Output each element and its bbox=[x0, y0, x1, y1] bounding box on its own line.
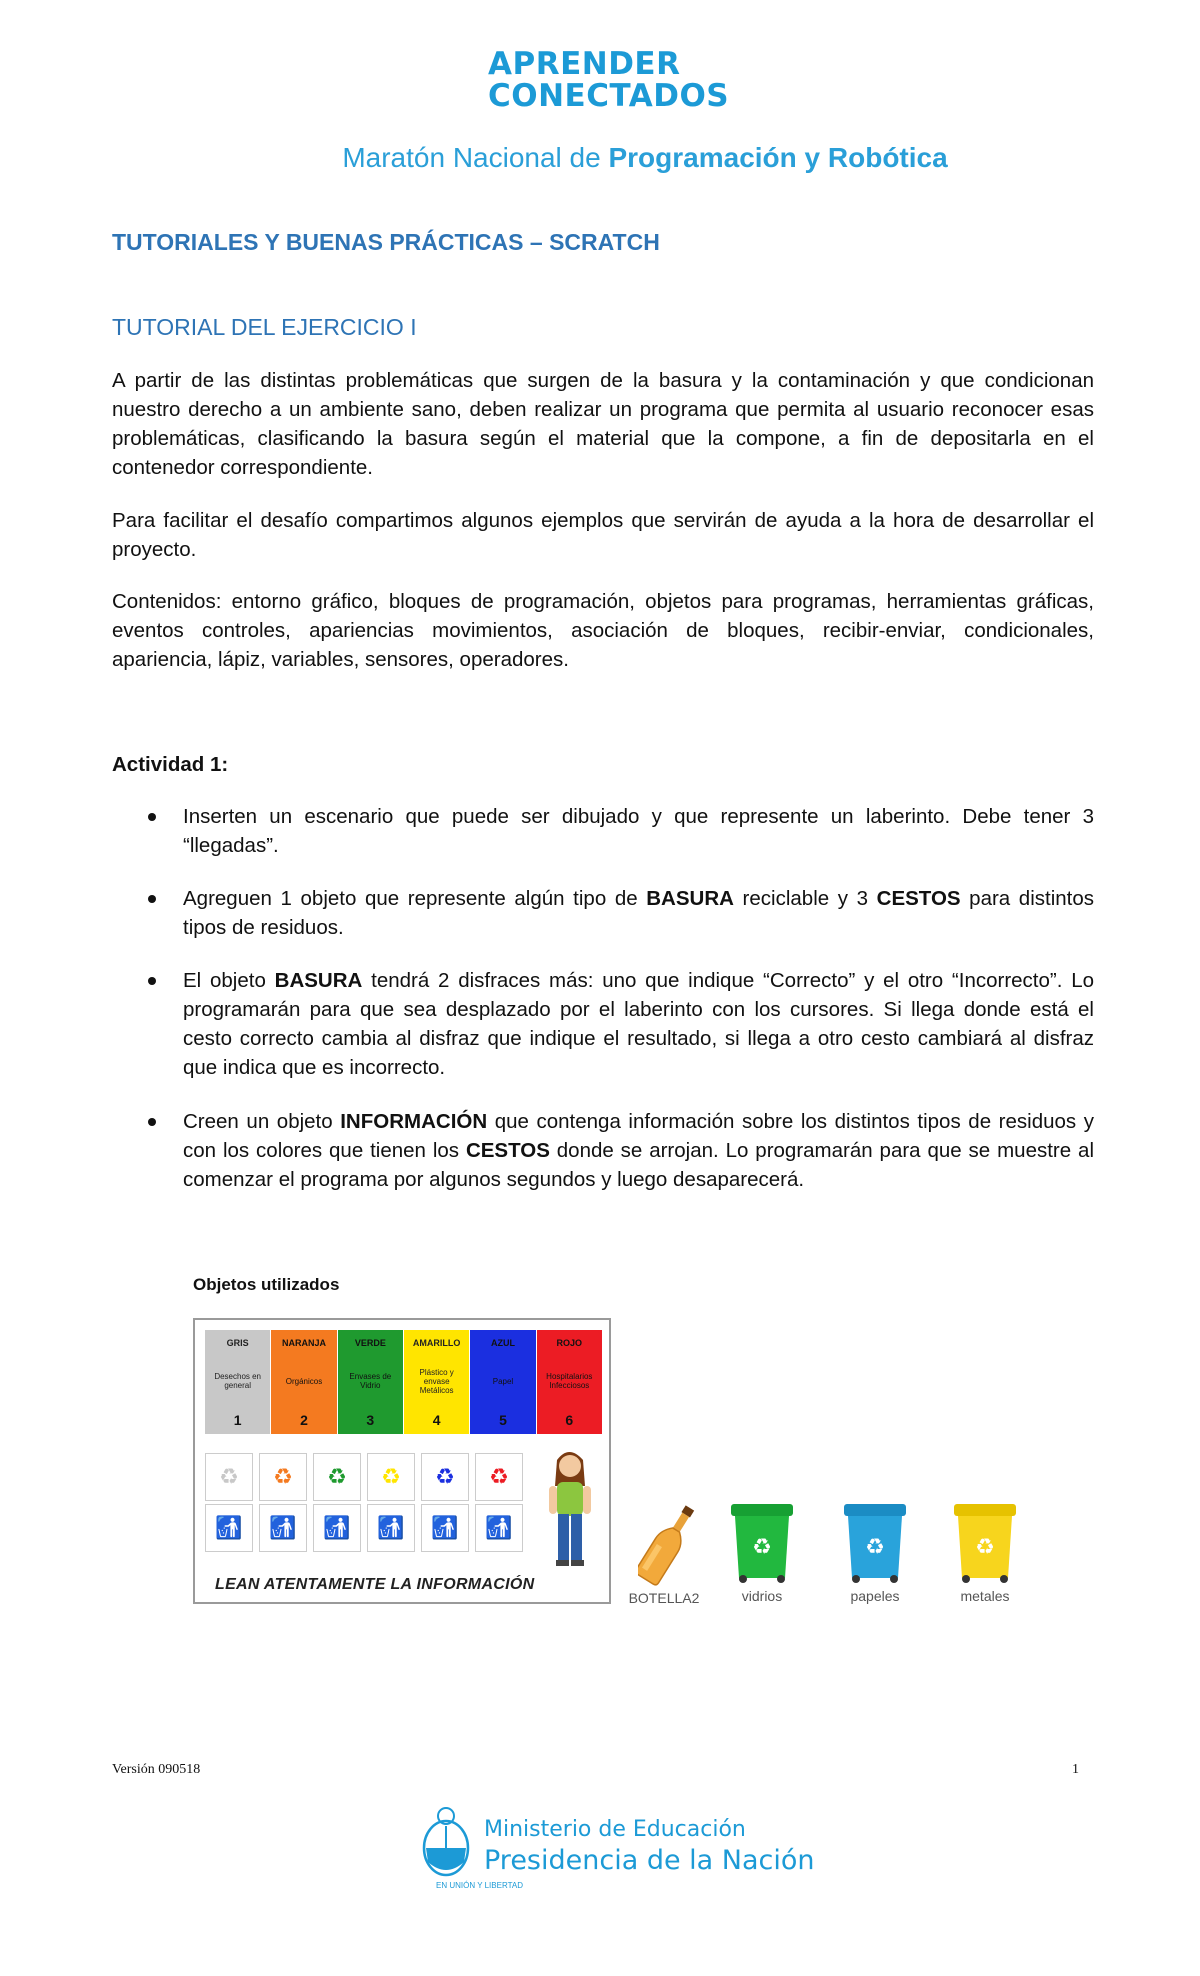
list-item bbox=[112, 802, 1094, 860]
text-run: donde se arrojan. Lo programarán para que se muestre al comenzar el programa por algunos segundos y luego desaparecerá. bbox=[183, 1139, 1094, 1191]
table-cell: 2 bbox=[271, 1406, 337, 1434]
trash-person-icon: 🚮 bbox=[367, 1504, 415, 1552]
text-run: Agreguen 1 objeto que represente algún tipo de bbox=[183, 887, 647, 910]
seal-motto: EN UNIÓN Y LIBERTAD bbox=[436, 1881, 523, 1890]
table-cell: NARANJA bbox=[271, 1330, 337, 1356]
recycle-icon: ♻ bbox=[205, 1453, 253, 1501]
document-title: TUTORIALES Y BUENAS PRÁCTICAS – SCRATCH bbox=[112, 229, 660, 255]
recycle-icon: ♻ bbox=[367, 1453, 415, 1501]
objects-title: Objetos utilizados bbox=[193, 1275, 340, 1294]
green-bin-icon bbox=[729, 1502, 795, 1584]
recycle-icons-grid bbox=[205, 1453, 527, 1553]
table-cell: 5 bbox=[470, 1406, 536, 1434]
recycle-icon: ♻ bbox=[259, 1453, 307, 1501]
text-run: tendrá 2 disfraces más: uno que indique “Correcto” y el otro “Incorrecto”. Lo programarán para que sea desplazado por el laberinto con los cursores. Si llega donde está el cesto correcto cambia al disfraz que indique el resultado, si llega a otro cesto cambiará al disfraz que indica que es incorrecto. bbox=[183, 969, 1094, 1079]
info-banner: LEAN ATENTAMENTE LA INFORMACIÓN bbox=[215, 1576, 535, 1593]
paragraph-help: Para facilitar el desafío compartimos algunos ejemplos que servirán de ayuda a la hora de desarrollar el proyecto. bbox=[112, 509, 1094, 561]
activity-title: Actividad 1: bbox=[112, 753, 229, 776]
subtitle-bold: Programación y Robótica bbox=[608, 142, 948, 173]
bottle-icon bbox=[638, 1500, 698, 1590]
version-label: Versión 090518 bbox=[112, 1762, 201, 1777]
bullet-text bbox=[183, 966, 1094, 1082]
section-title: TUTORIAL DEL EJERCICIO I bbox=[112, 314, 417, 340]
paragraph-contents: Contenidos: entorno gráfico, bloques de programación, objetos para programas, herramientas gráficas, eventos controles, apariencias movimientos, asociación de bloques, recibir-enviar, condicionales, apariencia, lápiz, variables, sensores, operadores. bbox=[112, 590, 1094, 671]
table-cell: Plástico y envase Metálicos bbox=[404, 1356, 470, 1406]
text-bold: BASURA bbox=[274, 969, 363, 992]
list-item bbox=[112, 1107, 1094, 1194]
list-item bbox=[112, 884, 1094, 942]
table-cell: Hospitalarios Infecciosos bbox=[537, 1356, 603, 1406]
table-cell: AZUL bbox=[470, 1330, 536, 1356]
text-run: reciclable y 3 bbox=[733, 887, 877, 910]
logo-line-2: CONECTADOS bbox=[488, 78, 730, 114]
recycle-icon: ♻ bbox=[475, 1453, 523, 1501]
presidency-name: Presidencia de la Nación bbox=[484, 1845, 815, 1876]
bottle-label: BOTELLA2 bbox=[628, 1590, 700, 1606]
ministry-name: Ministerio de Educación bbox=[484, 1817, 746, 1842]
table-row-descriptions bbox=[205, 1356, 603, 1406]
logo-line-1: APRENDER bbox=[488, 46, 681, 82]
table-cell: 3 bbox=[338, 1406, 404, 1434]
trash-person-icon: 🚮 bbox=[205, 1504, 253, 1552]
table-row-numbers bbox=[205, 1406, 603, 1434]
table-cell: ROJO bbox=[537, 1330, 603, 1356]
trash-person-icon: 🚮 bbox=[259, 1504, 307, 1552]
page-number: 1 bbox=[1072, 1762, 1079, 1777]
bullet-text: Inserten un escenario que puede ser dibujado y que represente un laberinto. Debe tener 3 “llegadas”. bbox=[183, 805, 1094, 857]
text-bold: BASURA bbox=[646, 887, 734, 910]
table-cell: 6 bbox=[537, 1406, 603, 1434]
svg-text:♻: ♻ bbox=[975, 1534, 995, 1559]
blue-bin-icon bbox=[842, 1502, 908, 1584]
trash-person-icon: 🚮 bbox=[421, 1504, 469, 1552]
aprender-conectados-logo bbox=[488, 48, 729, 112]
table-cell: Orgánicos bbox=[271, 1356, 337, 1406]
bullet-text bbox=[183, 884, 1094, 942]
table-cell: 4 bbox=[404, 1406, 470, 1434]
bin-label-papeles: papeles bbox=[850, 1588, 900, 1604]
bin-label-vidrios: vidrios bbox=[741, 1588, 783, 1604]
color-table bbox=[205, 1330, 603, 1434]
yellow-bin-icon bbox=[952, 1502, 1018, 1584]
text-bold: CESTOS bbox=[876, 887, 961, 910]
table-cell: Envases de Vidrio bbox=[338, 1356, 404, 1406]
bullet-text bbox=[183, 1107, 1094, 1194]
table-cell: 1 bbox=[205, 1406, 271, 1434]
subtitle-normal: Maratón Nacional de bbox=[342, 142, 609, 173]
text-bold: INFORMACIÓN bbox=[340, 1110, 488, 1133]
table-cell: Papel bbox=[470, 1356, 536, 1406]
text-run: que contenga información sobre los distintos tipos de residuos y con los colores que tienen los bbox=[183, 1110, 1094, 1162]
svg-text:♻: ♻ bbox=[865, 1534, 885, 1559]
table-cell: AMARILLO bbox=[404, 1330, 470, 1356]
text-run: Creen un objeto bbox=[183, 1110, 341, 1133]
trash-person-icon: 🚮 bbox=[475, 1504, 523, 1552]
text-bold: CESTOS bbox=[465, 1139, 550, 1162]
national-seal-icon bbox=[418, 1806, 474, 1882]
text-run: para distintos tipos de residuos. bbox=[183, 887, 1095, 939]
bullet-dot bbox=[148, 895, 156, 903]
event-subtitle bbox=[0, 142, 1200, 174]
paragraph-intro: A partir de las distintas problemáticas que surgen de la basura y la contaminación y que condicionan nuestro derecho a un ambiente sano, deben realizar un programa que permita al usuario reconocer esas problemáticas, clasificando la basura según el material que la compone, a fin de depositarla en el contenedor correspondiente. bbox=[112, 369, 1094, 479]
table-cell: Desechos en general bbox=[205, 1356, 271, 1406]
table-cell: VERDE bbox=[338, 1330, 404, 1356]
trash-person-icon: 🚮 bbox=[313, 1504, 361, 1552]
recycle-icon: ♻ bbox=[313, 1453, 361, 1501]
list-item bbox=[112, 966, 1094, 1082]
svg-text:♻: ♻ bbox=[752, 1534, 772, 1559]
girl-character-icon bbox=[539, 1446, 599, 1568]
table-row-colors bbox=[205, 1330, 603, 1356]
bullet-dot bbox=[148, 1118, 156, 1126]
table-cell: GRIS bbox=[205, 1330, 271, 1356]
bin-label-metales: metales bbox=[960, 1588, 1010, 1604]
bullet-dot bbox=[148, 977, 156, 985]
recycle-icon: ♻ bbox=[421, 1453, 469, 1501]
bullet-dot bbox=[148, 813, 156, 821]
text-run: El objeto bbox=[183, 969, 275, 992]
information-sprite bbox=[193, 1318, 611, 1604]
